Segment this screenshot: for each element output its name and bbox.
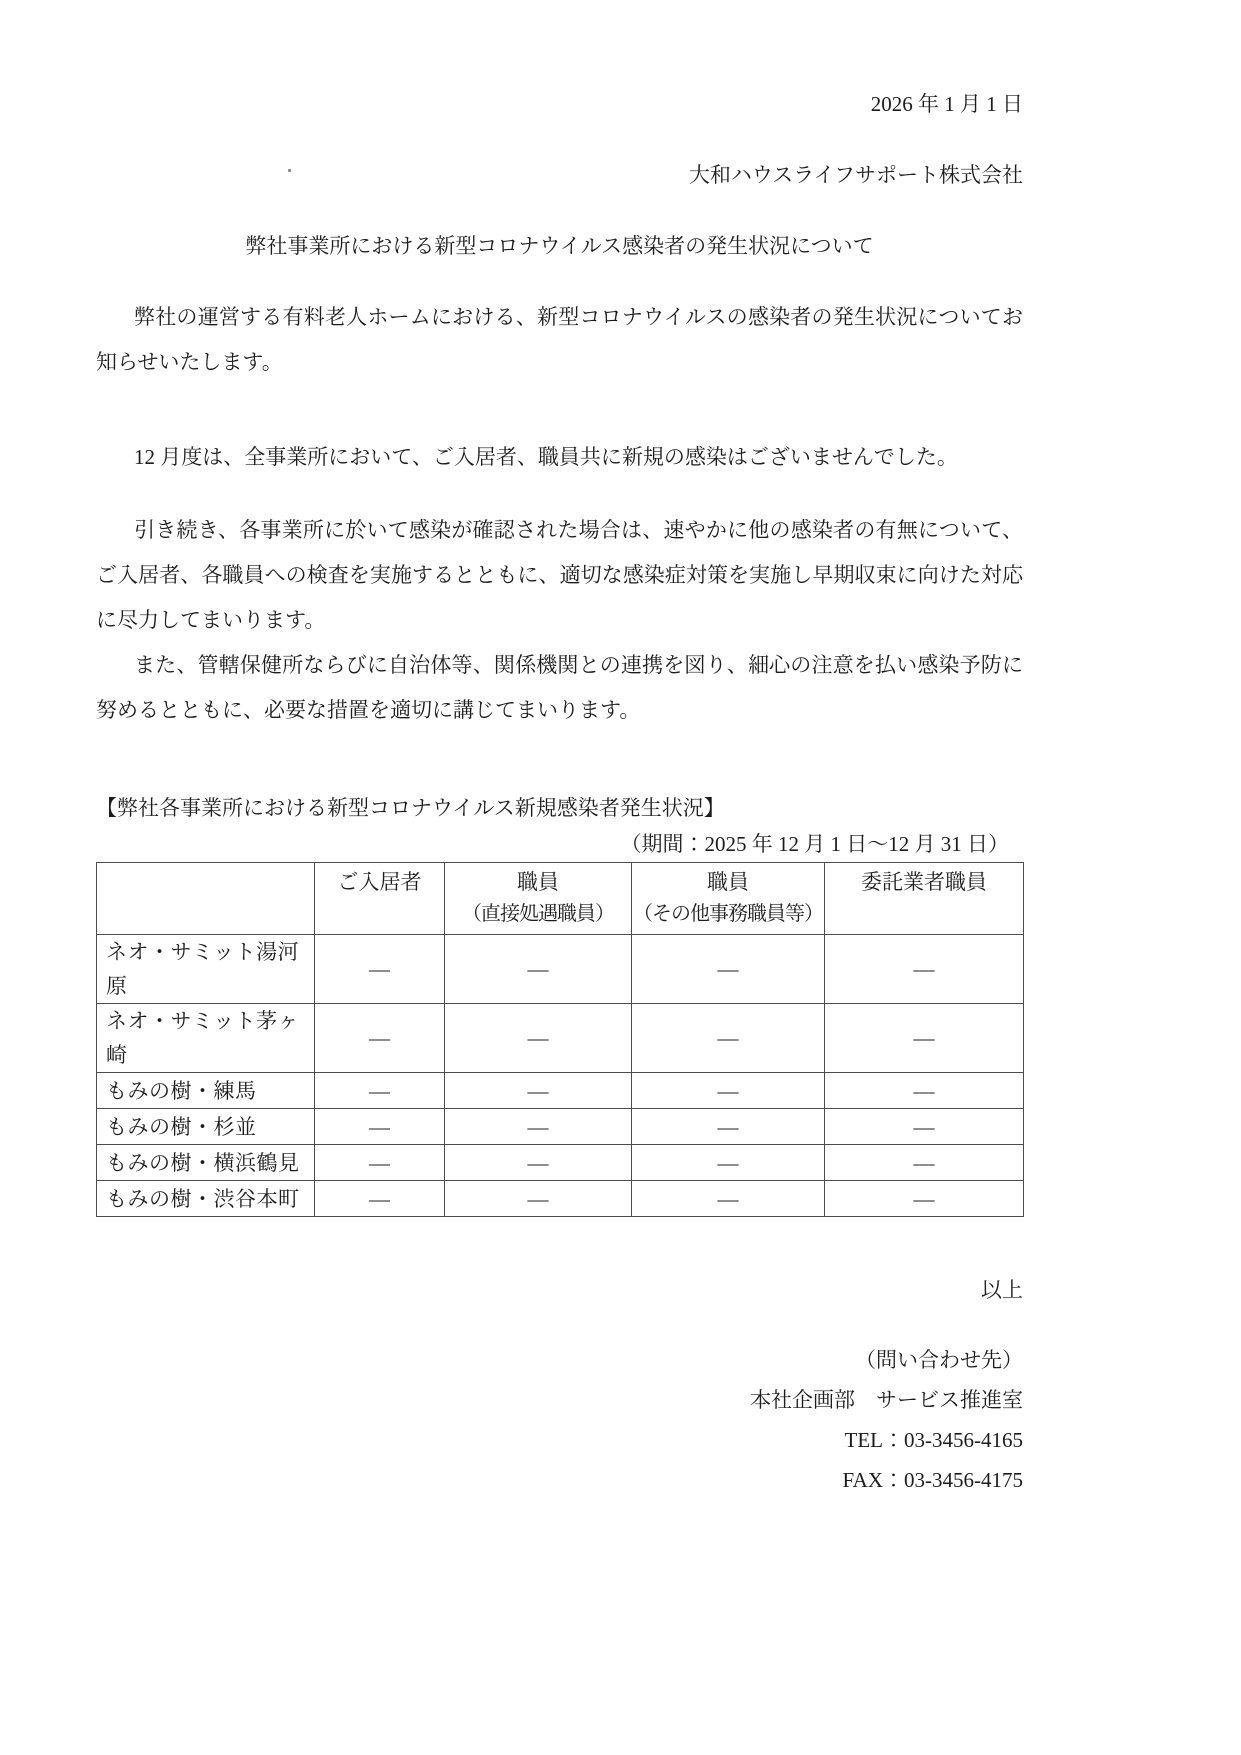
paragraph-intro: 弊社の運営する有料老人ホームにおける、新型コロナウイルスの感染者の発生状況についてお知らせいたします。 (96, 305, 1023, 374)
document-date: 2026 年 1 月 1 日 (870, 92, 1023, 116)
cell-residents: ― (315, 1145, 445, 1181)
contact-tel: TEL：03-3456-4165 (844, 1428, 1023, 1452)
column-header-staff-other (632, 863, 825, 935)
column-header-contractor (825, 863, 1024, 935)
table-row (97, 1109, 1024, 1145)
company-name: 大和ハウスライフサポート株式会社 (688, 163, 1023, 187)
cell-staff-direct: ― (445, 1181, 632, 1217)
cell-staff-direct: ― (445, 1109, 632, 1145)
paragraph-response-policy: 引き続き、各事業所に於いて感染が確認された場合は、速やかに他の感染者の有無について、ご入居者、各職員への検査を実施するとともに、適切な感染症対策を実施し早期収束に向けた対応に尽力してまいります。 (96, 518, 1023, 632)
cell-residents: ― (315, 935, 445, 1004)
contact-department: 本社企画部 サービス推進室 (750, 1388, 1023, 1412)
cell-residents: ― (315, 1109, 445, 1145)
table-header-row (97, 863, 1024, 935)
column-header-residents (315, 863, 445, 935)
cell-residents: ― (315, 1004, 445, 1073)
section-heading: 【弊社各事業所における新型コロナウイルス新規感染者発生状況】 (96, 796, 725, 820)
cell-staff-direct: ― (445, 935, 632, 1004)
table-row (97, 1181, 1024, 1217)
column-label: 委託業者職員 (861, 870, 987, 894)
cell-staff-other: ― (632, 1004, 825, 1073)
column-label: 職員 (517, 870, 559, 894)
cell-staff-other: ― (632, 935, 825, 1004)
cell-staff-direct: ― (445, 1004, 632, 1073)
contact-block (96, 1340, 1023, 1500)
column-sublabel: （直接処遇職員） (462, 903, 614, 925)
column-label: 職員 (707, 870, 749, 894)
cell-residents: ― (315, 1181, 445, 1217)
cell-contractor: ― (825, 1145, 1024, 1181)
column-sublabel: （その他事務職員等） (633, 903, 823, 925)
paragraph-cooperation: また、管轄保健所ならびに自治体等、関係機関との連携を図り、細心の注意を払い感染予防に努めるとともに、必要な措置を適切に講じてまいります。 (96, 653, 1023, 722)
column-header-staff-direct (445, 863, 632, 935)
column-header-facility (97, 863, 315, 935)
table-row (97, 1004, 1024, 1073)
cell-contractor: ― (825, 1109, 1024, 1145)
report-period: （期間：2025 年 12 月 1 日～12 月 31 日） (620, 832, 1009, 856)
cell-staff-other: ― (632, 1109, 825, 1145)
cell-contractor: ― (825, 1181, 1024, 1217)
facility-name: もみの樹・渋谷本町 (97, 1181, 315, 1217)
document-title: 弊社事業所における新型コロナウイルス感染者の発生状況について (245, 234, 874, 258)
paragraph-december-status: 12 月度は、全事業所において、ご入居者、職員共に新規の感染はございませんでした。 (134, 445, 958, 469)
facility-name: ネオ・サミット茅ヶ崎 (97, 1004, 315, 1073)
table-row (97, 935, 1024, 1004)
cell-contractor: ― (825, 1004, 1024, 1073)
cell-staff-direct: ― (445, 1145, 632, 1181)
table-row (97, 1145, 1024, 1181)
infection-status-table (96, 862, 1024, 1217)
cell-staff-other: ― (632, 1073, 825, 1109)
contact-fax: FAX：03-3456-4175 (842, 1468, 1023, 1492)
facility-name: もみの樹・横浜鶴見 (97, 1145, 315, 1181)
cell-residents: ― (315, 1073, 445, 1109)
cell-staff-other: ― (632, 1145, 825, 1181)
cell-staff-other: ― (632, 1181, 825, 1217)
cell-contractor: ― (825, 935, 1024, 1004)
facility-name: ネオ・サミット湯河原 (97, 935, 315, 1004)
table-row (97, 1073, 1024, 1109)
column-label: ご入居者 (337, 870, 422, 894)
closing: 以上 (981, 1278, 1023, 1302)
cell-contractor: ― (825, 1073, 1024, 1109)
facility-name: もみの樹・練馬 (97, 1073, 315, 1109)
contact-label: （問い合わせ先） (855, 1348, 1023, 1372)
facility-name: もみの樹・杉並 (97, 1109, 315, 1145)
cell-staff-direct: ― (445, 1073, 632, 1109)
